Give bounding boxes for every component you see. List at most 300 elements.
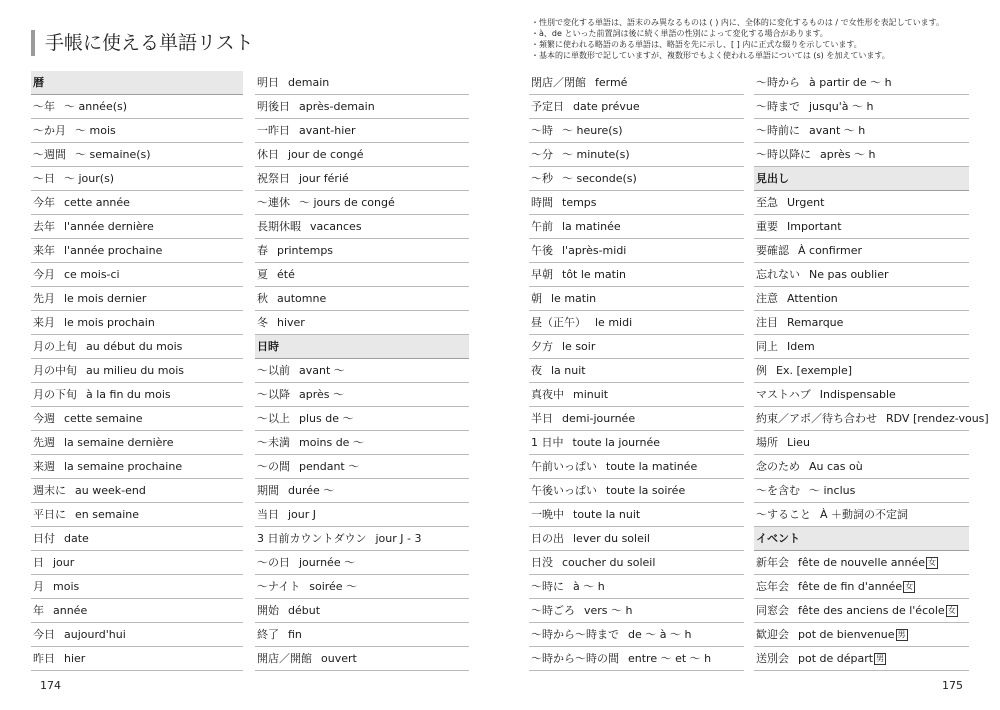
japanese-term: 日没 xyxy=(531,556,553,569)
french-term: fin xyxy=(288,628,302,641)
japanese-term: 注目 xyxy=(756,316,778,329)
japanese-term: 今月 xyxy=(33,268,55,281)
japanese-term: 日の出 xyxy=(531,532,564,545)
french-term: Important xyxy=(787,220,842,233)
japanese-term: マストハブ xyxy=(756,388,811,401)
japanese-term: 先週 xyxy=(33,436,55,449)
french-term: avant-hier xyxy=(299,124,356,137)
japanese-term: 例 xyxy=(756,364,767,377)
vocab-row xyxy=(754,119,969,143)
note-line: ・基本的に単数形で記していますが、複数形でもよく使われる単語については (s) を加えています。 xyxy=(531,51,890,60)
french-term: hier xyxy=(64,652,86,665)
vocab-column-4 xyxy=(754,71,989,671)
section-header: 暦 xyxy=(31,71,243,95)
french-term: jour J xyxy=(288,508,317,521)
french-term: Idem xyxy=(787,340,815,353)
japanese-term: 夕方 xyxy=(531,340,553,353)
french-term: pot de bienvenue xyxy=(798,628,895,641)
japanese-term: 去年 xyxy=(33,220,55,233)
japanese-term: 夜 xyxy=(531,364,542,377)
vocab-row xyxy=(31,527,243,551)
vocab-row xyxy=(529,167,744,191)
japanese-term: 当日 xyxy=(257,508,279,521)
vocab-row xyxy=(754,143,969,167)
vocab-row xyxy=(255,479,469,503)
vocab-row xyxy=(754,95,969,119)
french-term: la matinée xyxy=(562,220,621,233)
french-term: jour J - 3 xyxy=(375,532,422,545)
french-term: 〜 minute(s) xyxy=(562,148,630,161)
japanese-term: 3 日前カウントダウン xyxy=(257,532,367,545)
japanese-term: 来月 xyxy=(33,316,55,329)
japanese-term: 1 日中 xyxy=(531,436,564,449)
french-term: l'année prochaine xyxy=(64,244,163,257)
vocab-row xyxy=(31,119,243,143)
french-term: jour xyxy=(53,556,75,569)
french-term: ouvert xyxy=(321,652,357,665)
japanese-term: 時間 xyxy=(531,196,553,209)
french-term: le midi xyxy=(595,316,633,329)
french-term: pendant 〜 xyxy=(299,460,360,473)
gender-marker: 男 xyxy=(897,630,906,639)
note-line: ・à、de といった前置詞は後に続く単語の性別によって変化する場合があります。 xyxy=(531,29,828,38)
japanese-term: 午前いっぱい xyxy=(531,460,597,473)
french-term: l'après-midi xyxy=(562,244,627,257)
french-term: coucher du soleil xyxy=(562,556,656,569)
japanese-term: 春 xyxy=(257,244,268,257)
french-term: 〜 heure(s) xyxy=(562,124,623,137)
french-term: le matin xyxy=(551,292,597,305)
vocab-row xyxy=(255,623,469,647)
japanese-term: 冬 xyxy=(257,316,268,329)
vocab-row xyxy=(255,287,469,311)
vocab-row xyxy=(31,167,243,191)
vocab-row xyxy=(31,215,243,239)
french-term: toute la soirée xyxy=(606,484,686,497)
vocab-row xyxy=(529,311,744,335)
french-term: été xyxy=(277,268,295,281)
japanese-term: 〜の間 xyxy=(257,460,290,473)
french-term: entre 〜 et 〜 h xyxy=(628,652,712,665)
vocab-row xyxy=(529,263,744,287)
vocab-row xyxy=(529,527,744,551)
french-term: Au cas où xyxy=(809,460,863,473)
japanese-term: 重要 xyxy=(756,220,778,233)
vocab-row xyxy=(31,599,243,623)
note-line: ・頻繁に使われる略語のある単語は、略語を先に示し、[ ] 内に正式な綴りを示しています。 xyxy=(531,40,862,49)
french-term: après-demain xyxy=(299,100,375,113)
vocab-row xyxy=(529,335,744,359)
french-term: temps xyxy=(562,196,597,209)
japanese-term: 〜年 xyxy=(33,100,55,113)
vocab-row xyxy=(255,143,469,167)
japanese-term: 半日 xyxy=(531,412,553,425)
french-term: Ne pas oublier xyxy=(809,268,889,281)
vocab-row xyxy=(529,191,744,215)
vocab-row xyxy=(255,383,469,407)
japanese-term: 〜連休 xyxy=(257,196,290,209)
japanese-term: 予定日 xyxy=(531,100,564,113)
vocab-row xyxy=(754,383,969,407)
japanese-term: 忘年会 xyxy=(756,580,789,593)
vocab-row xyxy=(529,623,744,647)
french-term: ce mois-ci xyxy=(64,268,120,281)
japanese-term: 送別会 xyxy=(756,652,789,665)
japanese-term: 新年会 xyxy=(756,556,789,569)
japanese-term: 年 xyxy=(33,604,44,617)
french-term: 〜 semaine(s) xyxy=(75,148,151,161)
french-term: toute la journée xyxy=(572,436,660,449)
japanese-term: 平日に xyxy=(33,508,66,521)
vocab-row xyxy=(529,479,744,503)
japanese-term: 先月 xyxy=(33,292,55,305)
vocab-row xyxy=(754,623,969,647)
vocab-row xyxy=(754,359,969,383)
vocab-row xyxy=(255,407,469,431)
vocab-column-1 xyxy=(31,71,243,671)
japanese-term: 昼（正午） xyxy=(531,316,586,329)
vocab-row xyxy=(31,311,243,335)
french-term: à partir de 〜 h xyxy=(809,76,892,89)
french-term: l'année dernière xyxy=(64,220,154,233)
japanese-term: 〜時ごろ xyxy=(531,604,575,617)
vocab-row xyxy=(529,239,744,263)
vocab-row xyxy=(31,503,243,527)
french-term: année xyxy=(53,604,88,617)
french-term: vacances xyxy=(310,220,362,233)
vocab-row xyxy=(31,359,243,383)
vocab-row xyxy=(255,167,469,191)
vocab-row xyxy=(754,311,969,335)
french-term: automne xyxy=(277,292,327,305)
japanese-term: 月の上旬 xyxy=(33,340,77,353)
vocab-row xyxy=(31,287,243,311)
japanese-term: 〜時まで xyxy=(756,100,800,113)
usage-notes xyxy=(531,17,976,61)
french-term: Attention xyxy=(787,292,838,305)
french-term: tôt le matin xyxy=(562,268,626,281)
vocab-row xyxy=(529,503,744,527)
french-term: en semaine xyxy=(75,508,139,521)
french-term: vers 〜 h xyxy=(584,604,633,617)
gender-marker: 男 xyxy=(876,654,885,663)
vocab-row xyxy=(31,239,243,263)
vocab-row xyxy=(255,191,469,215)
french-term: jusqu'à 〜 h xyxy=(809,100,874,113)
vocab-row xyxy=(754,479,969,503)
japanese-term: 明後日 xyxy=(257,100,290,113)
french-term: 〜 mois xyxy=(75,124,116,137)
vocab-row xyxy=(529,95,744,119)
japanese-term: 〜時から xyxy=(756,76,800,89)
vocab-row xyxy=(31,263,243,287)
french-term: Indispensable xyxy=(819,388,896,401)
japanese-term: 同上 xyxy=(756,340,778,353)
french-term: durée 〜 xyxy=(288,484,335,497)
vocab-row xyxy=(31,383,243,407)
japanese-term: 〜秒 xyxy=(531,172,553,185)
french-term: le mois dernier xyxy=(64,292,147,305)
japanese-term: 朝 xyxy=(531,292,542,305)
vocab-row xyxy=(255,527,469,551)
french-term: fête de fin d'année xyxy=(798,580,903,593)
japanese-term: 〜を含む xyxy=(756,484,800,497)
french-term: lever du soleil xyxy=(573,532,650,545)
vocab-row xyxy=(255,71,469,95)
japanese-term: 〜分 xyxy=(531,148,553,161)
japanese-term: 週末に xyxy=(33,484,66,497)
page-title: 手帳に使える単語リスト xyxy=(31,30,254,56)
french-term: aujourd'hui xyxy=(64,628,126,641)
french-term: minuit xyxy=(573,388,609,401)
vocab-row xyxy=(255,647,469,671)
japanese-term: 歓迎会 xyxy=(756,628,789,641)
vocab-row xyxy=(529,575,744,599)
vocab-row xyxy=(31,143,243,167)
french-term: la semaine dernière xyxy=(64,436,174,449)
vocab-row xyxy=(754,407,989,431)
vocab-row xyxy=(255,551,469,575)
japanese-term: 月 xyxy=(33,580,44,593)
french-term: le mois prochain xyxy=(64,316,155,329)
gender-marker: 女 xyxy=(947,606,956,615)
vocab-row xyxy=(529,599,744,623)
vocab-row xyxy=(529,383,744,407)
japanese-term: 念のため xyxy=(756,460,800,473)
page-number-right: 175 xyxy=(942,679,963,692)
vocab-row xyxy=(529,71,744,95)
vocab-row xyxy=(31,407,243,431)
french-term: 〜 année(s) xyxy=(64,100,128,113)
vocab-row xyxy=(31,479,243,503)
french-term: mois xyxy=(53,580,80,593)
french-term: à 〜 h xyxy=(573,580,605,593)
vocab-row xyxy=(529,287,744,311)
japanese-term: 〜ナイト xyxy=(257,580,301,593)
vocab-row xyxy=(31,623,243,647)
vocab-row xyxy=(31,431,243,455)
gender-marker: 女 xyxy=(905,582,914,591)
vocab-row xyxy=(754,503,969,527)
japanese-term: 〜時 xyxy=(531,124,553,137)
vocab-row xyxy=(529,647,744,671)
vocab-column-2 xyxy=(255,71,469,671)
french-term: RDV [rendez-vous] xyxy=(886,412,989,425)
french-term: le soir xyxy=(562,340,596,353)
vocab-row xyxy=(255,455,469,479)
japanese-term: 〜時から〜時の間 xyxy=(531,652,619,665)
french-term: avant 〜 h xyxy=(809,124,866,137)
french-term: la nuit xyxy=(551,364,586,377)
japanese-term: 終了 xyxy=(257,628,279,641)
french-term: 〜 jours de congé xyxy=(299,196,395,209)
vocab-row xyxy=(255,503,469,527)
japanese-term: 忘れない xyxy=(756,268,800,281)
japanese-term: 一昨日 xyxy=(257,124,290,137)
japanese-term: 〜以前 xyxy=(257,364,290,377)
japanese-term: 〜の日 xyxy=(257,556,290,569)
french-term: demain xyxy=(288,76,330,89)
french-term: toute la nuit xyxy=(573,508,641,521)
french-term: 〜 inclus xyxy=(809,484,856,497)
japanese-term: 〜時から〜時まで xyxy=(531,628,619,641)
french-term: Urgent xyxy=(787,196,825,209)
japanese-term: 秋 xyxy=(257,292,268,305)
japanese-term: 今年 xyxy=(33,196,55,209)
japanese-term: 同窓会 xyxy=(756,604,789,617)
french-term: Remarque xyxy=(787,316,844,329)
french-term: au week-end xyxy=(75,484,146,497)
japanese-term: 〜すること xyxy=(756,508,811,521)
section-header: 見出し xyxy=(754,167,969,191)
vocab-row xyxy=(255,599,469,623)
french-term: de 〜 à 〜 h xyxy=(628,628,692,641)
japanese-term: 長期休暇 xyxy=(257,220,301,233)
french-term: soirée 〜 xyxy=(309,580,358,593)
vocab-row xyxy=(255,575,469,599)
vocab-row xyxy=(754,239,969,263)
vocab-row xyxy=(754,71,969,95)
vocab-row xyxy=(754,431,969,455)
french-term: moins de 〜 xyxy=(299,436,364,449)
french-term: printemps xyxy=(277,244,334,257)
french-term: 〜 jour(s) xyxy=(64,172,115,185)
vocab-row xyxy=(255,311,469,335)
japanese-term: 来年 xyxy=(33,244,55,257)
french-term: au début du mois xyxy=(86,340,183,353)
french-term: au milieu du mois xyxy=(86,364,185,377)
vocab-row xyxy=(529,359,744,383)
japanese-term: 明日 xyxy=(257,76,279,89)
vocab-row xyxy=(529,551,744,575)
japanese-term: 日 xyxy=(33,556,44,569)
japanese-term: 午後いっぱい xyxy=(531,484,597,497)
french-term: jour de congé xyxy=(288,148,364,161)
section-header: イベント xyxy=(754,527,969,551)
japanese-term: 昨日 xyxy=(33,652,55,665)
vocab-row xyxy=(255,215,469,239)
japanese-term: 〜時以降に xyxy=(756,148,811,161)
japanese-term: 祝祭日 xyxy=(257,172,290,185)
french-term: fermé xyxy=(595,76,628,89)
japanese-term: 休日 xyxy=(257,148,279,161)
french-term: fête des anciens de l'école xyxy=(798,604,945,617)
french-term: Ex. [exemple] xyxy=(776,364,853,377)
french-term: plus de 〜 xyxy=(299,412,354,425)
japanese-term: 月の中旬 xyxy=(33,364,77,377)
japanese-term: 〜以上 xyxy=(257,412,290,425)
french-term: à la fin du mois xyxy=(86,388,171,401)
vocab-row xyxy=(31,551,243,575)
page-number-left: 174 xyxy=(40,679,61,692)
vocab-row xyxy=(529,143,744,167)
vocab-row xyxy=(529,455,744,479)
french-term: date xyxy=(64,532,89,545)
japanese-term: 一晩中 xyxy=(531,508,564,521)
note-line: ・性別で変化する単語は、語末のみ異なるものは ( ) 内に、全体的に変化するものは / で女性形を表記しています。 xyxy=(531,18,945,27)
french-term: date prévue xyxy=(573,100,640,113)
vocab-row xyxy=(31,95,243,119)
french-term: Lieu xyxy=(787,436,810,449)
french-term: À ＋動詞の不定詞 xyxy=(820,508,909,521)
french-term: toute la matinée xyxy=(606,460,698,473)
japanese-term: 至急 xyxy=(756,196,778,209)
french-term: jour férié xyxy=(299,172,349,185)
japanese-term: 閉店／閉館 xyxy=(531,76,586,89)
japanese-term: 午前 xyxy=(531,220,553,233)
french-term: la semaine prochaine xyxy=(64,460,183,473)
vocab-row xyxy=(255,239,469,263)
vocab-row xyxy=(31,575,243,599)
japanese-term: 月の下旬 xyxy=(33,388,77,401)
japanese-term: 〜時前に xyxy=(756,124,800,137)
french-term: hiver xyxy=(277,316,305,329)
french-term: fête de nouvelle année xyxy=(798,556,926,569)
japanese-term: 開店／開館 xyxy=(257,652,312,665)
japanese-term: 〜週間 xyxy=(33,148,66,161)
french-term: demi-journée xyxy=(562,412,636,425)
french-term: À confirmer xyxy=(798,244,863,257)
japanese-term: 約束／アポ／待ち合わせ xyxy=(756,412,877,425)
japanese-term: 場所 xyxy=(756,436,778,449)
vocab-row xyxy=(529,431,744,455)
vocab-row xyxy=(754,551,969,575)
french-term: début xyxy=(288,604,321,617)
japanese-term: 要確認 xyxy=(756,244,789,257)
vocab-row xyxy=(754,647,969,671)
vocab-row xyxy=(255,119,469,143)
french-term: après 〜 h xyxy=(820,148,876,161)
vocab-row xyxy=(754,575,969,599)
japanese-term: 開始 xyxy=(257,604,279,617)
japanese-term: 夏 xyxy=(257,268,268,281)
french-term: avant 〜 xyxy=(299,364,345,377)
french-term: après 〜 xyxy=(299,388,344,401)
japanese-term: 今日 xyxy=(33,628,55,641)
japanese-term: 日付 xyxy=(33,532,55,545)
japanese-term: 〜日 xyxy=(33,172,55,185)
japanese-term: 〜か月 xyxy=(33,124,66,137)
vocab-row xyxy=(529,407,744,431)
vocab-row xyxy=(754,599,969,623)
japanese-term: 〜未満 xyxy=(257,436,290,449)
french-term: cette semaine xyxy=(64,412,143,425)
japanese-term: 真夜中 xyxy=(531,388,564,401)
vocab-column-3 xyxy=(529,71,744,671)
vocab-row xyxy=(754,215,969,239)
japanese-term: 〜時に xyxy=(531,580,564,593)
vocab-row xyxy=(255,359,469,383)
vocab-row xyxy=(31,191,243,215)
vocab-row xyxy=(255,95,469,119)
french-term: 〜 seconde(s) xyxy=(562,172,637,185)
japanese-term: 今週 xyxy=(33,412,55,425)
vocab-row xyxy=(31,455,243,479)
gender-marker: 女 xyxy=(928,558,937,567)
french-term: cette année xyxy=(64,196,130,209)
japanese-term: 午後 xyxy=(531,244,553,257)
vocab-row xyxy=(255,431,469,455)
vocab-row xyxy=(754,335,969,359)
japanese-term: 来週 xyxy=(33,460,55,473)
vocab-row xyxy=(529,215,744,239)
japanese-term: 〜以降 xyxy=(257,388,290,401)
japanese-term: 早朝 xyxy=(531,268,553,281)
japanese-term: 注意 xyxy=(756,292,778,305)
vocab-row xyxy=(754,455,969,479)
vocab-row xyxy=(754,263,969,287)
vocab-row xyxy=(31,335,243,359)
